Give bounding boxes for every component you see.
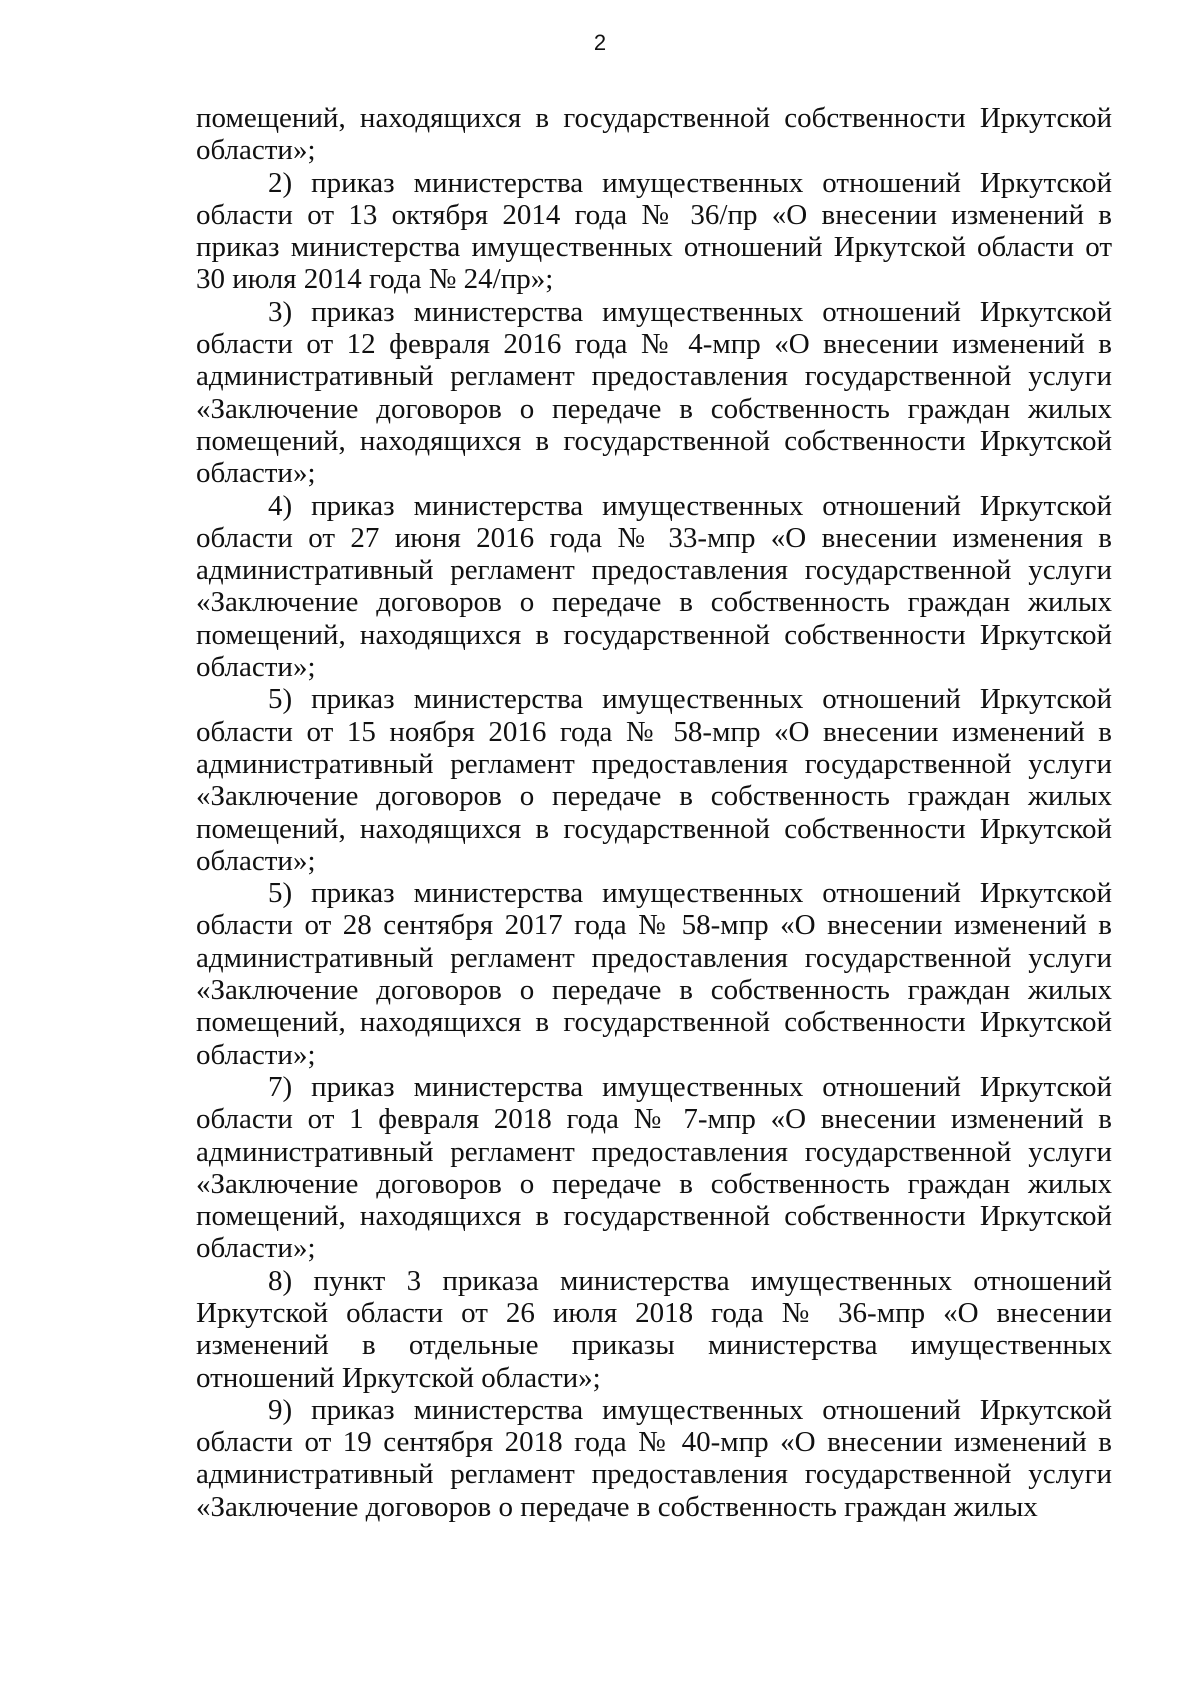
list-item-4: 4) приказ министерства имущественных отношений Иркутской области от 27 июня 2016 года № 33-мпр «О внесении изменения в административный регламент предоставления государственной услуги «Заключение договоров о передаче в собственность граждан жилых помещений, находящихся в государственной собственности Иркутской области»;	[196, 489, 1112, 684]
list-item-8: 8) пункт 3 приказа министерства имущественных отношений Иркутской области от 26 июля 2018 года № 36-мпр «О внесении изменений в отдельные приказы министерства имущественных отношений Иркутской области»;	[196, 1264, 1112, 1394]
list-item-5-second: 5) приказ министерства имущественных отношений Иркутской области от 28 сентября 2017 года № 58-мпр «О внесении изменений в административный регламент предоставления государственной услуги «Заключение договоров о передаче в собственность граждан жилых помещений, находящихся в государственной собственности Иркутской области»;	[196, 877, 1112, 1071]
paragraph-continuation: помещений, находящихся в государственной собственности Иркутской области»;	[196, 102, 1112, 167]
page-number: 2	[593, 30, 607, 55]
list-item-2: 2) приказ министерства имущественных отношений Иркутской области от 13 октября 2014 года № 36/пр «О внесении изменений в приказ министерства имущественных отношений Иркутской области от 30 июля 2014 года № 24/пр»;	[196, 166, 1112, 296]
list-item-5: 5) приказ министерства имущественных отношений Иркутской области от 15 ноября 2016 года № 58-мпр «О внесении изменений в административный регламент предоставления государственной услуги «Заключение договоров о передаче в собственность граждан жилых помещений, находящихся в государственной собственности Иркутской области»;	[196, 683, 1112, 877]
list-item-3: 3) приказ министерства имущественных отношений Иркутской области от 12 февраля 2016 года № 4-мпр «О внесении изменений в административный регламент предоставления государственной услуги «Заключение договоров о передаче в собственность граждан жилых помещений, находящихся в государственной собственности Иркутской области»;	[196, 295, 1112, 490]
document-body	[196, 102, 1112, 1523]
list-item-7: 7) приказ министерства имущественных отношений Иркутской области от 1 февраля 2018 года № 7-мпр «О внесении изменений в административный регламент предоставления государственной услуги «Заключение договоров о передаче в собственность граждан жилых помещений, находящихся в государственной собственности Иркутской области»;	[196, 1070, 1112, 1265]
list-item-9: 9) приказ министерства имущественных отношений Иркутской области от 19 сентября 2018 года № 40-мпр «О внесении изменений в административный регламент предоставления государственной услуги «Заключение договоров о передаче в собственность граждан жилых	[196, 1393, 1112, 1523]
